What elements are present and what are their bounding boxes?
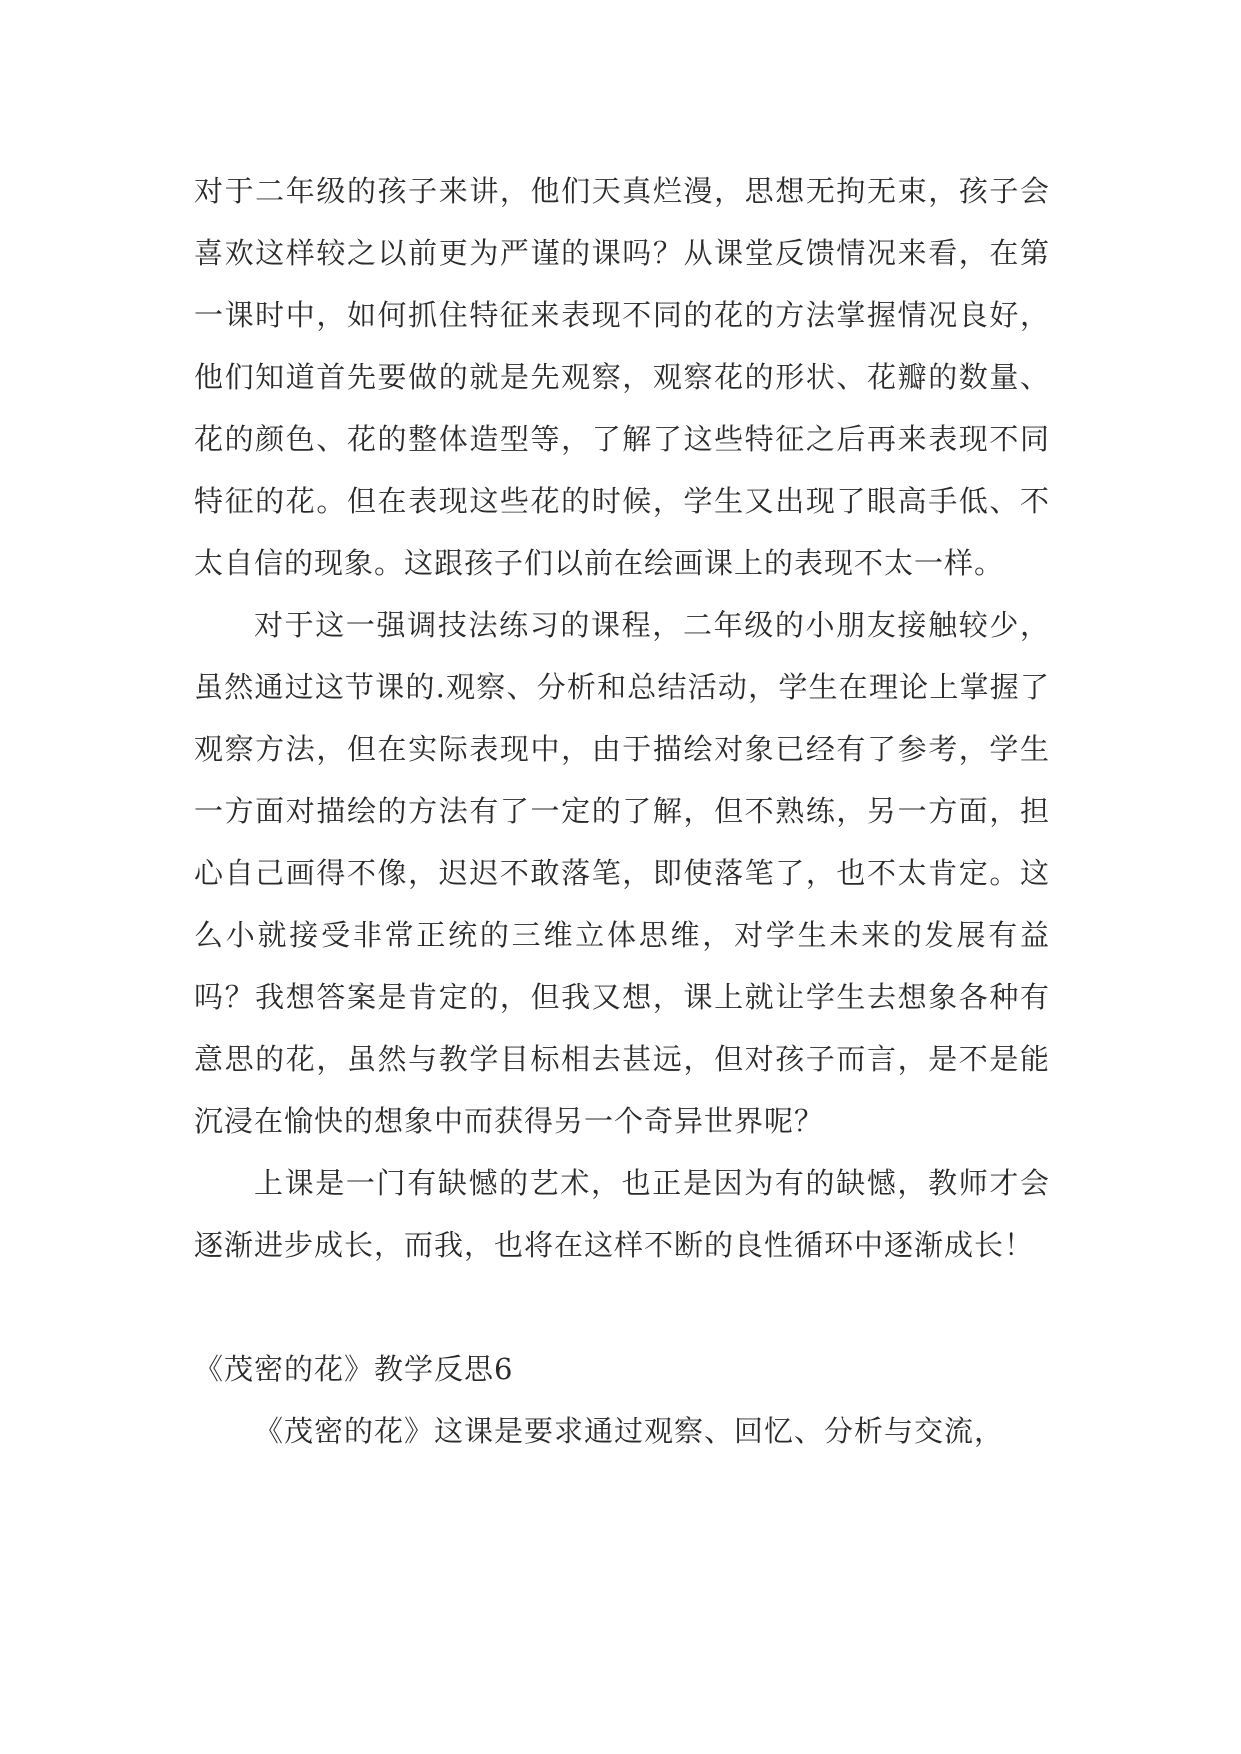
section-first-paragraph: 《茂密的花》这课是要求通过观察、回忆、分析与交流， — [254, 1414, 1005, 1448]
paragraph-3: 上课是一门有缺憾的艺术，也正是因为有的缺憾，教师才会逐渐进步成长，而我，也将在这样不断的良性循环中逐渐成长！ — [194, 1166, 1050, 1262]
document-body — [194, 160, 1050, 1462]
paragraph-1: 对于二年级的孩子来讲，他们天真烂漫，思想无拘无束，孩子会喜欢这样较之以前更为严谨的课吗？从课堂反馈情况来看，在第一课时中，如何抓住特征来表现不同的花的方法掌握情况良好，他们知道首先要做的就是先观察，观察花的形状、花瓣的数量、花的颜色、花的整体造型等，了解了这些特征之后再来表现不同特征的花。但在表现这些花的时候，学生又出现了眼高手低、不太自信的现象。这跟孩子们以前在绘画课上的表现不太一样。 — [194, 174, 1050, 580]
paragraph-2: 对于这一强调技法练习的课程，二年级的小朋友接触较少，虽然通过这节课的.观察、分析和总结活动，学生在理论上掌握了观察方法，但在实际表现中，由于描绘对象已经有了参考，学生一方面对描绘的方法有了一定的了解，但不熟练，另一方面，担心自己画得不像，迟迟不敢落笔，即使落笔了，也不太肯定。这么小就接受非常正统的三维立体思维，对学生未来的发展有益吗？我想答案是肯定的，但我又想，课上就让学生去想象各种有意思的花，虽然与教学目标相去甚远，但对孩子而言，是不是能沉浸在愉快的想象中而获得另一个奇异世界呢？ — [194, 608, 1050, 1138]
section-heading: 《茂密的花》教学反思6 — [194, 1352, 514, 1386]
